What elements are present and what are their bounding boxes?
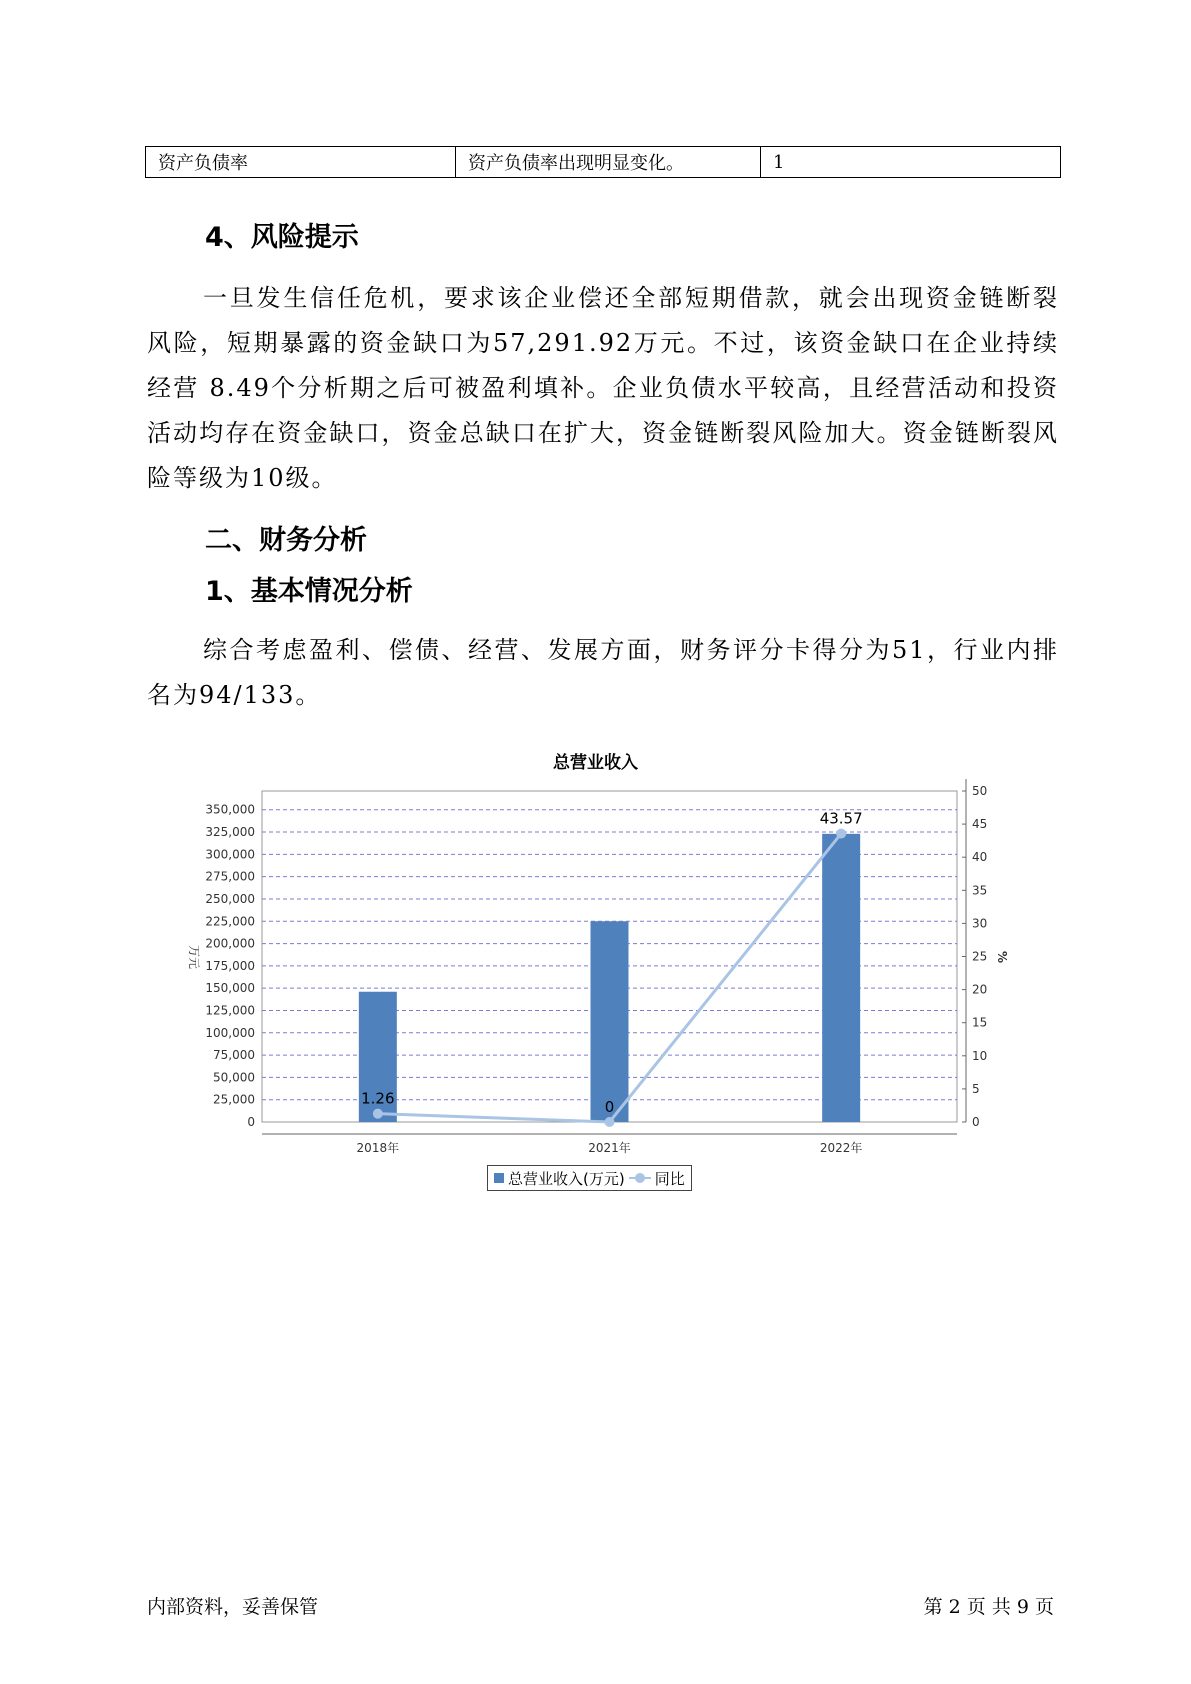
point-yoy (836, 829, 846, 839)
y-tick-label: 75,000 (213, 1048, 255, 1063)
table-cell-indicator: 资产负债率 (146, 147, 456, 178)
risk-paragraph: 一旦发生信任危机，要求该企业偿还全部短期借款，就会出现资金链断裂风险，短期暴露的资金缺口为57,291.92万元。不过，该资金缺口在企业持续经营 8.49个分析期之后可被盈利填补。企业负债水平较高，且经营活动和投资活动均存在资金缺口，资金总缺口在扩大，资金链断裂风险加大。资金链断裂风险等级为10级。 (147, 284, 1059, 492)
y-tick-label: 275,000 (205, 869, 255, 884)
point-yoy (605, 1117, 615, 1127)
y-tick-label: 0 (247, 1115, 255, 1129)
section-heading-risk: 4、风险提示 (205, 222, 359, 253)
y-right-axis-label: % (995, 950, 1009, 964)
bar-revenue (822, 834, 860, 1122)
legend-bar-swatch (494, 1173, 504, 1183)
basic-paragraph: 综合考虑盈利、偿债、经营、发展方面，财务评分卡得分为51，行业内排名为94/133。 (147, 636, 1059, 709)
y-right-tick-label: 40 (972, 850, 988, 865)
section-heading-financial: 二、财务分析 (205, 525, 367, 556)
y-right-tick-label: 0 (972, 1115, 980, 1129)
bar-revenue (591, 921, 629, 1122)
y-tick-label: 225,000 (205, 914, 255, 929)
data-label-yoy: 43.57 (819, 809, 863, 828)
y-right-tick-label: 30 (972, 916, 988, 931)
data-label-yoy: 1.26 (361, 1089, 395, 1108)
section-heading-basic: 1、基本情况分析 (205, 576, 413, 607)
point-yoy (373, 1109, 383, 1119)
footer-confidential: 内部资料，妥善保管 (147, 1596, 319, 1618)
y-tick-label: 25,000 (213, 1092, 255, 1107)
chart-legend (487, 1165, 692, 1191)
table-cell-description: 资产负债率出现明显变化。 (456, 147, 761, 178)
y-tick-label: 150,000 (205, 981, 255, 996)
legend-bar-label: 总营业收入(万元) (508, 1169, 625, 1188)
y-right-tick-label: 20 (972, 982, 988, 997)
y-tick-label: 200,000 (205, 936, 255, 951)
x-tick-label: 2022年 (819, 1141, 863, 1155)
y-tick-label: 100,000 (205, 1025, 255, 1040)
legend-line-swatch (629, 1173, 651, 1183)
footer-page-number: 第 2 页 共 9 页 (923, 1596, 1054, 1618)
y-tick-label: 325,000 (205, 825, 255, 840)
data-label-yoy: 0 (604, 1098, 615, 1116)
y-right-tick-label: 5 (972, 1081, 980, 1096)
y-right-tick-label: 45 (972, 817, 988, 832)
y-right-tick-label: 50 (972, 784, 988, 798)
y-tick-label: 50,000 (213, 1070, 255, 1085)
y-axis-label: 万元 (187, 944, 201, 970)
y-tick-label: 250,000 (205, 891, 255, 906)
chart-title: 总营业收入 (553, 753, 638, 773)
y-right-tick-label: 25 (972, 949, 988, 964)
legend-line-label: 同比 (654, 1169, 685, 1188)
y-right-tick-label: 15 (972, 1015, 988, 1030)
y-right-tick-label: 35 (972, 883, 988, 898)
y-tick-label: 125,000 (205, 1003, 255, 1018)
y-tick-label: 350,000 (205, 802, 255, 817)
x-tick-label: 2021年 (588, 1141, 631, 1155)
y-tick-label: 300,000 (205, 847, 255, 862)
table-cell-value: 1 (761, 147, 1061, 178)
x-tick-label: 2018年 (356, 1141, 400, 1155)
y-tick-label: 175,000 (205, 958, 255, 973)
y-right-tick-label: 10 (972, 1048, 988, 1063)
